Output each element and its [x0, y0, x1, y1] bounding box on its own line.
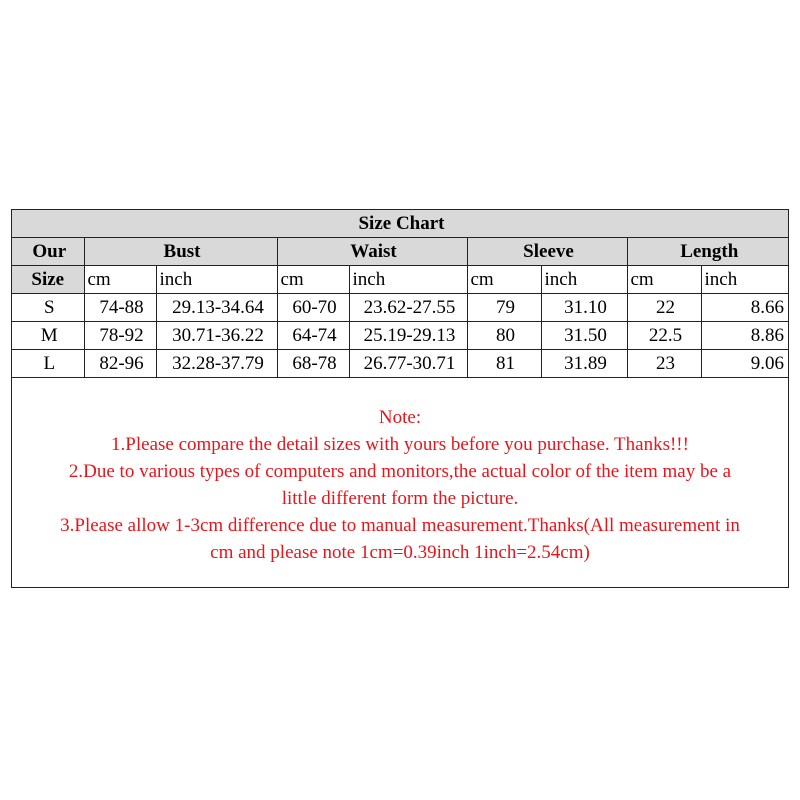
size-column-header-top: Our	[12, 238, 84, 266]
length-inch-cell: 8.66	[701, 294, 788, 322]
bust-cm-cell: 74-88	[84, 294, 156, 322]
waist-inch-cell: 25.19-29.13	[349, 322, 467, 350]
group-header-bust: Bust	[84, 238, 277, 266]
bust-inch-cell: 32.28-37.79	[156, 350, 277, 378]
sleeve-inch-cell: 31.10	[541, 294, 627, 322]
group-header-sleeve: Sleeve	[467, 238, 627, 266]
unit-header-bust-inch: inch	[156, 266, 277, 294]
size-label: S	[12, 294, 84, 322]
notes-section	[12, 404, 788, 566]
bust-cm-cell: 78-92	[84, 322, 156, 350]
note-line: little different form the picture.	[281, 488, 519, 509]
waist-inch-cell: 26.77-30.71	[349, 350, 467, 378]
table-row	[12, 322, 788, 350]
unit-header-waist-cm: cm	[277, 266, 349, 294]
notes-heading: Note:	[378, 407, 422, 428]
length-cm-cell: 23	[627, 350, 701, 378]
bust-inch-cell: 29.13-34.64	[156, 294, 277, 322]
waist-inch-cell: 23.62-27.55	[349, 294, 467, 322]
sleeve-inch-cell: 31.50	[541, 322, 627, 350]
length-cm-cell: 22.5	[627, 322, 701, 350]
note-line: cm and please note 1cm=0.39inch 1inch=2.54cm)	[210, 542, 590, 563]
group-header-length: Length	[627, 238, 788, 266]
length-inch-cell: 9.06	[701, 350, 788, 378]
size-chart	[11, 209, 789, 588]
note-line: 3.Please allow 1-3cm difference due to manual measurement.Thanks(All measurement in	[60, 515, 740, 536]
note-line: 1.Please compare the detail sizes with yours before you purchase. Thanks!!!	[111, 434, 689, 455]
unit-header-waist-inch: inch	[349, 266, 467, 294]
unit-header-sleeve-inch: inch	[541, 266, 627, 294]
sleeve-cm-cell: 80	[467, 322, 541, 350]
unit-header-bust-cm: cm	[84, 266, 156, 294]
waist-cm-cell: 64-74	[277, 322, 349, 350]
unit-header-length-cm: cm	[627, 266, 701, 294]
bust-cm-cell: 82-96	[84, 350, 156, 378]
size-column-header-bottom: Size	[12, 266, 84, 294]
table-row	[12, 350, 788, 378]
note-line: 2.Due to various types of computers and monitors,the actual color of the item may be a	[68, 461, 732, 482]
size-table	[12, 210, 788, 378]
sleeve-cm-cell: 79	[467, 294, 541, 322]
chart-title: Size Chart	[12, 210, 788, 238]
length-inch-cell: 8.86	[701, 322, 788, 350]
unit-header-length-inch: inch	[701, 266, 788, 294]
waist-cm-cell: 60-70	[277, 294, 349, 322]
size-label: L	[12, 350, 84, 378]
sleeve-cm-cell: 81	[467, 350, 541, 378]
group-header-waist: Waist	[277, 238, 467, 266]
length-cm-cell: 22	[627, 294, 701, 322]
size-label: M	[12, 322, 84, 350]
waist-cm-cell: 68-78	[277, 350, 349, 378]
sleeve-inch-cell: 31.89	[541, 350, 627, 378]
unit-header-sleeve-cm: cm	[467, 266, 541, 294]
table-row	[12, 294, 788, 322]
bust-inch-cell: 30.71-36.22	[156, 322, 277, 350]
